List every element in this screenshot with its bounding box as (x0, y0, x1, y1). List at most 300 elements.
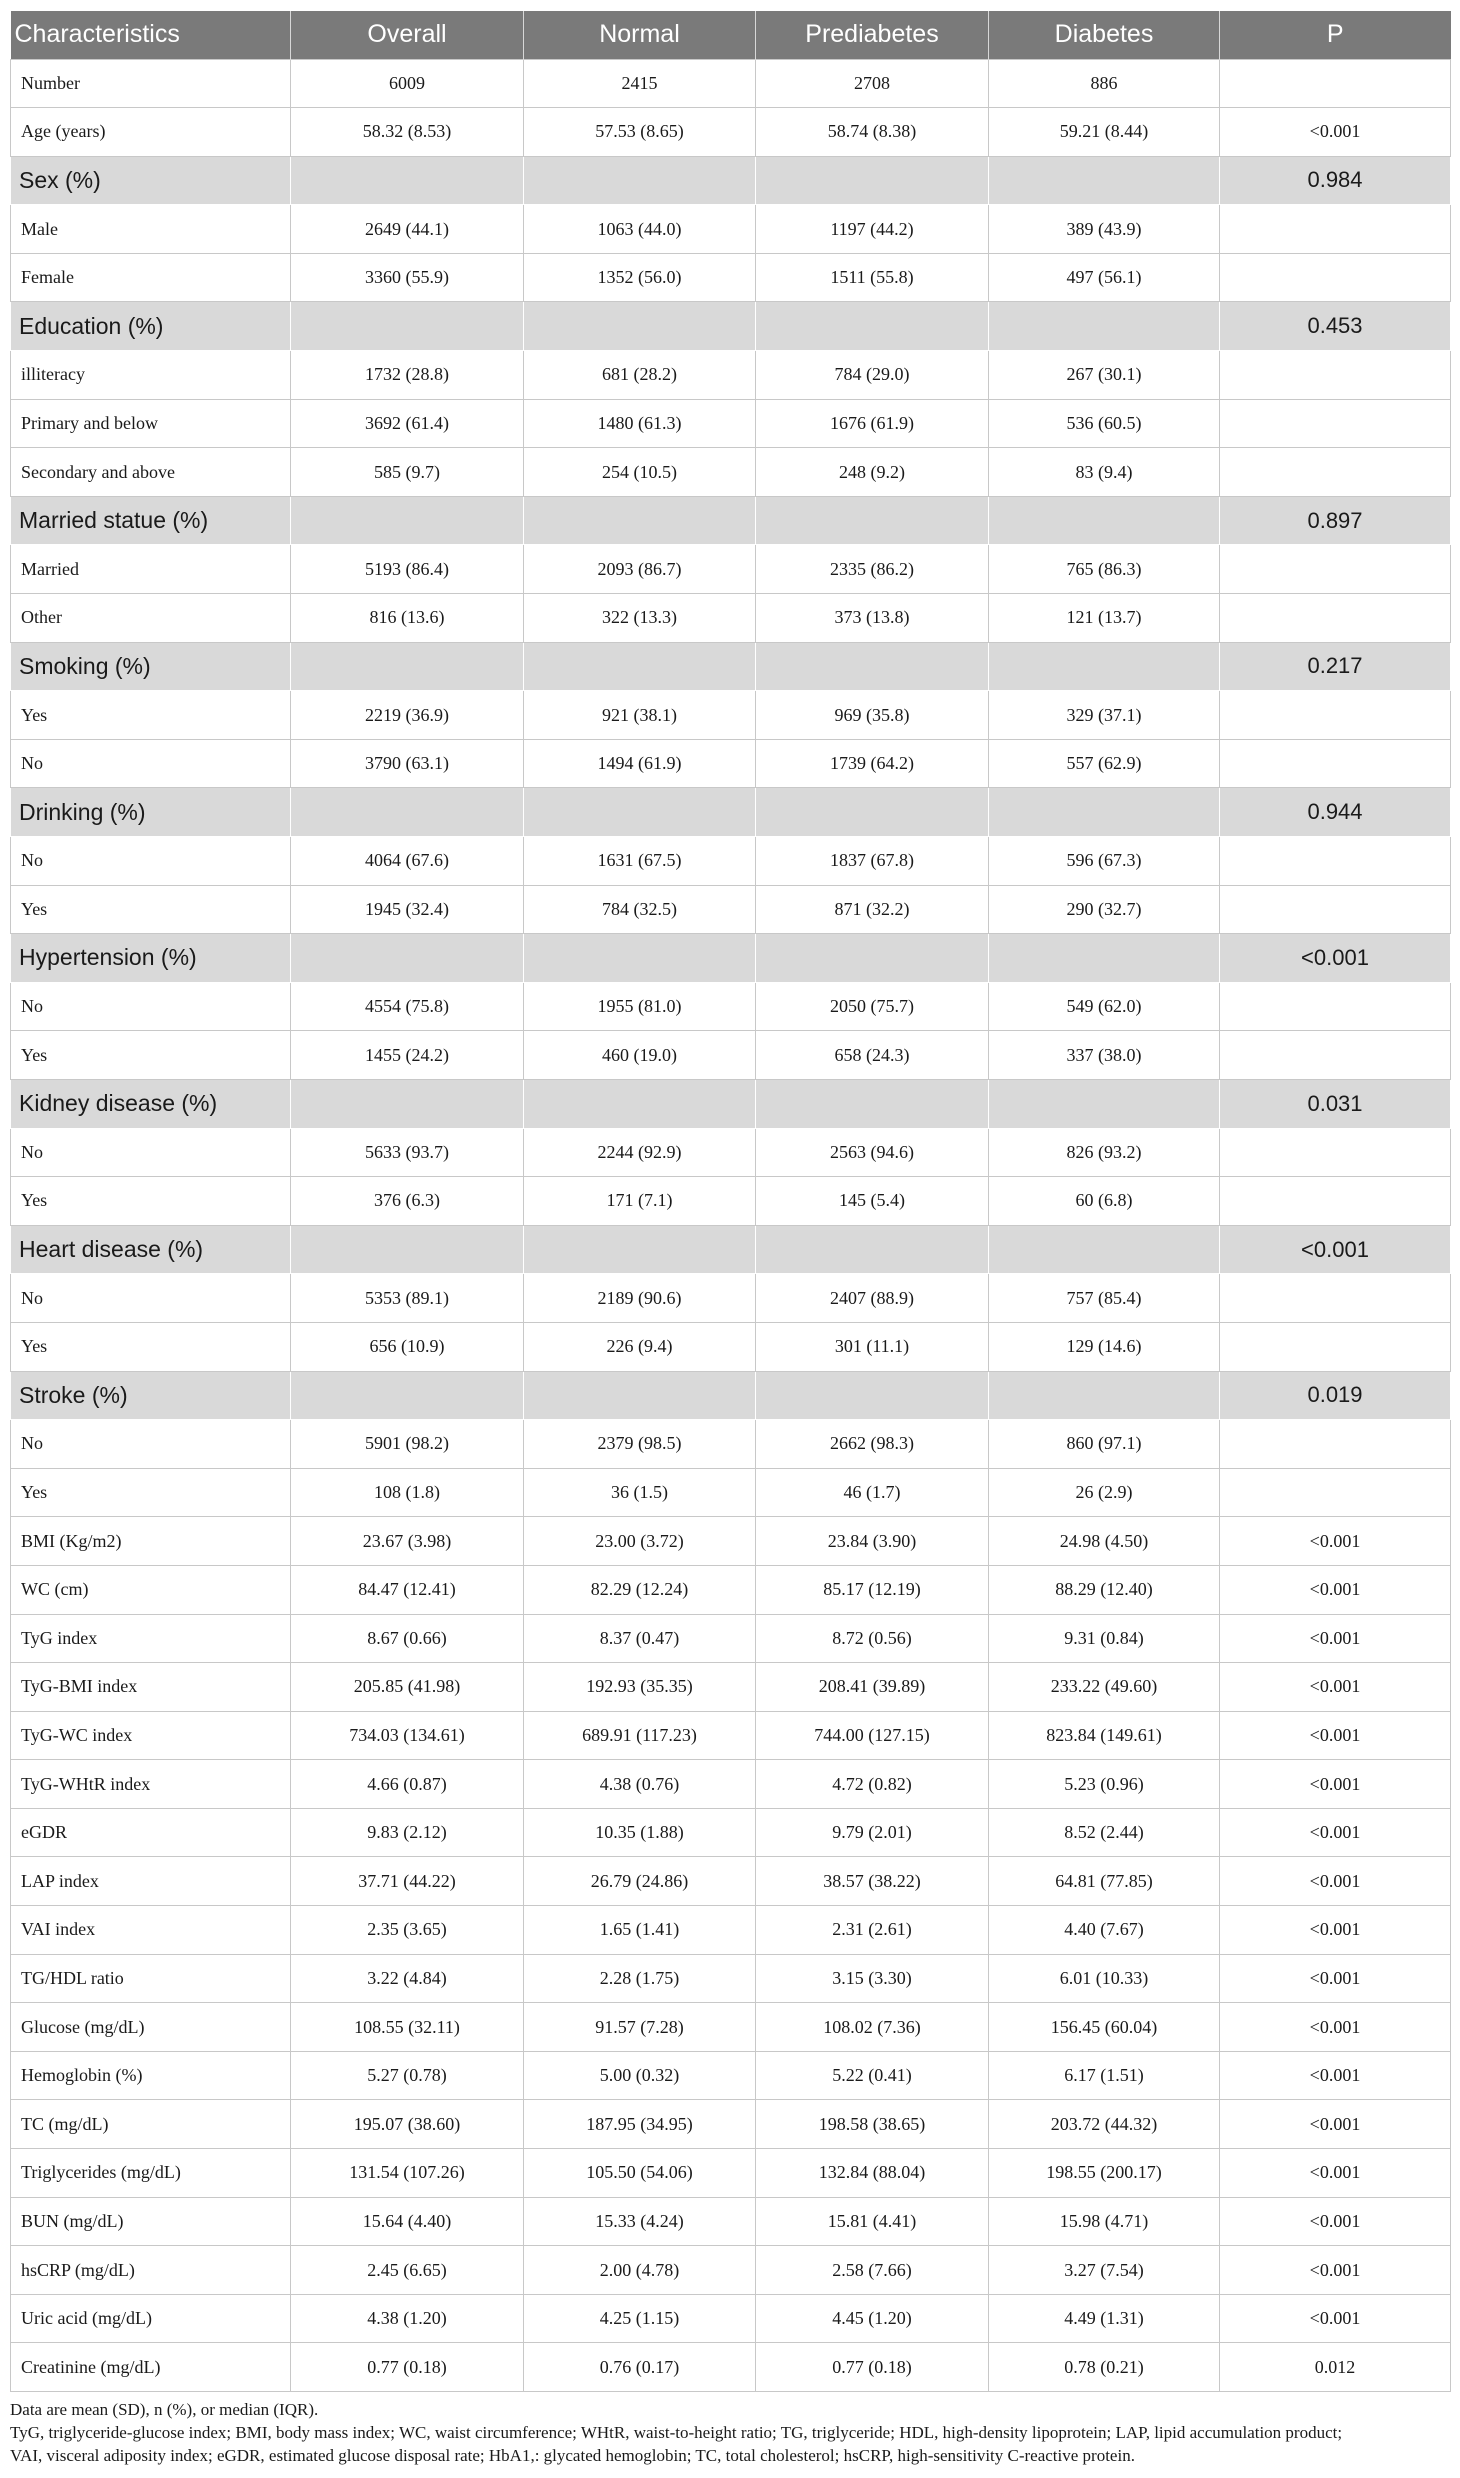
table-row (11, 1711, 1451, 1760)
table-cell: 826 (93.2) (989, 1128, 1220, 1177)
table-cell: 4.25 (1.15) (524, 2294, 756, 2343)
row-label: No (11, 1274, 291, 1323)
table-cell: 2.35 (3.65) (291, 1906, 524, 1955)
table-row (11, 691, 1451, 740)
group-header-row (11, 1225, 1451, 1274)
table-row (11, 594, 1451, 643)
row-label: Number (11, 59, 291, 108)
p-value-cell: <0.001 (1220, 2149, 1451, 2198)
table-cell: 744.00 (127.15) (756, 1711, 989, 1760)
table-cell: 198.55 (200.17) (989, 2149, 1220, 2198)
row-label: Yes (11, 1322, 291, 1371)
row-label: Married (11, 545, 291, 594)
table-header (11, 11, 1451, 59)
row-label: eGDR (11, 1808, 291, 1857)
table-cell: 8.67 (0.66) (291, 1614, 524, 1663)
row-label: No (11, 837, 291, 886)
table-cell: 596 (67.3) (989, 837, 1220, 886)
table-row (11, 885, 1451, 934)
table-cell: 656 (10.9) (291, 1322, 524, 1371)
column-header: Diabetes (989, 11, 1220, 59)
p-value-cell: 0.984 (1220, 156, 1451, 205)
p-value-cell (1220, 1031, 1451, 1080)
group-header-row (11, 156, 1451, 205)
table-cell: 5.00 (0.32) (524, 2051, 756, 2100)
table-cell: 757 (85.4) (989, 1274, 1220, 1323)
table-cell: 15.33 (4.24) (524, 2197, 756, 2246)
column-header: Normal (524, 11, 756, 59)
row-label: Glucose (mg/dL) (11, 2003, 291, 2052)
row-label: Yes (11, 1468, 291, 1517)
row-label: Primary and below (11, 399, 291, 448)
table-cell: 64.81 (77.85) (989, 1857, 1220, 1906)
table-cell: 3692 (61.4) (291, 399, 524, 448)
table-cell: 248 (9.2) (756, 448, 989, 497)
p-value-cell (1220, 351, 1451, 400)
table-cell (291, 788, 524, 837)
table-cell: 4.72 (0.82) (756, 1760, 989, 1809)
table-cell: 6.17 (1.51) (989, 2051, 1220, 2100)
table-row (11, 2197, 1451, 2246)
table-cell: 4.66 (0.87) (291, 1760, 524, 1809)
table-cell: 3360 (55.9) (291, 253, 524, 302)
table-cell: 871 (32.2) (756, 885, 989, 934)
table-cell: 36 (1.5) (524, 1468, 756, 1517)
table-cell (989, 302, 1220, 351)
table-cell: 1631 (67.5) (524, 837, 756, 886)
table-cell (989, 934, 1220, 983)
table-cell: 91.57 (7.28) (524, 2003, 756, 2052)
table-cell (524, 156, 756, 205)
p-value-cell: 0.012 (1220, 2343, 1451, 2392)
row-label: No (11, 739, 291, 788)
row-label: illiteracy (11, 351, 291, 400)
table-row (11, 837, 1451, 886)
table-row (11, 1420, 1451, 1469)
table-cell (291, 496, 524, 545)
table-row (11, 545, 1451, 594)
table-row (11, 2051, 1451, 2100)
p-value-cell (1220, 545, 1451, 594)
table-cell: 389 (43.9) (989, 205, 1220, 254)
table-cell: 203.72 (44.32) (989, 2100, 1220, 2149)
row-label: Age (years) (11, 108, 291, 157)
column-header: P (1220, 11, 1451, 59)
table-row (11, 2343, 1451, 2392)
group-header-row (11, 934, 1451, 983)
table-row (11, 1760, 1451, 1809)
table-row (11, 108, 1451, 157)
p-value-cell: <0.001 (1220, 2246, 1451, 2295)
row-label: Secondary and above (11, 448, 291, 497)
table-cell: 2415 (524, 59, 756, 108)
table-cell: 58.32 (8.53) (291, 108, 524, 157)
table-cell (291, 1371, 524, 1420)
table-cell (291, 642, 524, 691)
table-row (11, 253, 1451, 302)
p-value-cell (1220, 1128, 1451, 1177)
table-cell: 1.65 (1.41) (524, 1906, 756, 1955)
table-body (11, 59, 1451, 2392)
table-cell: 46 (1.7) (756, 1468, 989, 1517)
table-row (11, 2294, 1451, 2343)
table-cell: 1676 (61.9) (756, 399, 989, 448)
p-value-cell: <0.001 (1220, 2100, 1451, 2149)
row-label: Yes (11, 885, 291, 934)
table-cell: 105.50 (54.06) (524, 2149, 756, 2198)
table-cell: 2.45 (6.65) (291, 2246, 524, 2295)
table-cell: 816 (13.6) (291, 594, 524, 643)
row-label: No (11, 982, 291, 1031)
table-cell: 5.27 (0.78) (291, 2051, 524, 2100)
table-cell: 2189 (90.6) (524, 1274, 756, 1323)
group-header-row (11, 788, 1451, 837)
table-cell (989, 788, 1220, 837)
table-cell: 15.81 (4.41) (756, 2197, 989, 2246)
table-cell: 84.47 (12.41) (291, 1565, 524, 1614)
table-cell (989, 496, 1220, 545)
row-label: Kidney disease (%) (11, 1079, 291, 1128)
row-label: TC (mg/dL) (11, 2100, 291, 2149)
table-cell: 823.84 (149.61) (989, 1711, 1220, 1760)
p-value-cell: 0.453 (1220, 302, 1451, 351)
p-value-cell: <0.001 (1220, 1565, 1451, 1614)
row-label: Triglycerides (mg/dL) (11, 2149, 291, 2198)
table-row (11, 59, 1451, 108)
footnote-line: Data are mean (SD), n (%), or median (IQR). (10, 2400, 319, 2419)
table-cell: 860 (97.1) (989, 1420, 1220, 1469)
table-cell: 15.64 (4.40) (291, 2197, 524, 2246)
p-value-cell: <0.001 (1220, 1663, 1451, 1712)
table-cell (756, 302, 989, 351)
table-cell: 129 (14.6) (989, 1322, 1220, 1371)
p-value-cell (1220, 1468, 1451, 1517)
table-cell: 1955 (81.0) (524, 982, 756, 1031)
row-label: VAI index (11, 1906, 291, 1955)
p-value-cell: <0.001 (1220, 1225, 1451, 1274)
table-cell: 198.58 (38.65) (756, 2100, 989, 2149)
table-cell: 58.74 (8.38) (756, 108, 989, 157)
table-cell: 536 (60.5) (989, 399, 1220, 448)
p-value-cell (1220, 1177, 1451, 1226)
table-cell (524, 302, 756, 351)
table-cell (291, 934, 524, 983)
table-row (11, 739, 1451, 788)
table-cell: 6.01 (10.33) (989, 1954, 1220, 2003)
table-cell (291, 1079, 524, 1128)
table-cell (756, 1225, 989, 1274)
p-value-cell: <0.001 (1220, 1808, 1451, 1857)
group-header-row (11, 496, 1451, 545)
row-label: Uric acid (mg/dL) (11, 2294, 291, 2343)
table-cell (989, 156, 1220, 205)
table-cell: 4.40 (7.67) (989, 1906, 1220, 1955)
table-cell: 4.49 (1.31) (989, 2294, 1220, 2343)
row-label: TyG-WC index (11, 1711, 291, 1760)
table-cell (756, 496, 989, 545)
table-cell: 0.77 (0.18) (291, 2343, 524, 2392)
table-cell: 2335 (86.2) (756, 545, 989, 594)
table-cell: 0.78 (0.21) (989, 2343, 1220, 2392)
table-row (11, 1565, 1451, 1614)
table-cell: 784 (32.5) (524, 885, 756, 934)
table-cell: 4.38 (1.20) (291, 2294, 524, 2343)
p-value-cell (1220, 1274, 1451, 1323)
p-value-cell (1220, 691, 1451, 740)
table-cell (524, 1079, 756, 1128)
table-row (11, 2003, 1451, 2052)
p-value-cell (1220, 205, 1451, 254)
row-label: Smoking (%) (11, 642, 291, 691)
table-cell: 1197 (44.2) (756, 205, 989, 254)
table-cell (989, 642, 1220, 691)
table-cell: 784 (29.0) (756, 351, 989, 400)
table-cell: 108 (1.8) (291, 1468, 524, 1517)
table-cell: 921 (38.1) (524, 691, 756, 740)
table-cell: 2407 (88.9) (756, 1274, 989, 1323)
p-value-cell (1220, 1420, 1451, 1469)
p-value-cell (1220, 59, 1451, 108)
table-cell (291, 1225, 524, 1274)
table-cell: 121 (13.7) (989, 594, 1220, 643)
table-cell: 549 (62.0) (989, 982, 1220, 1031)
table-cell: 460 (19.0) (524, 1031, 756, 1080)
p-value-cell: <0.001 (1220, 1954, 1451, 2003)
p-value-cell: <0.001 (1220, 1614, 1451, 1663)
table-row (11, 982, 1451, 1031)
table-cell (524, 642, 756, 691)
row-label: Other (11, 594, 291, 643)
table-row (11, 1857, 1451, 1906)
table-cell (291, 302, 524, 351)
p-value-cell (1220, 837, 1451, 886)
table-row (11, 351, 1451, 400)
table-cell: 205.85 (41.98) (291, 1663, 524, 1712)
row-label: Education (%) (11, 302, 291, 351)
table-cell: 5.23 (0.96) (989, 1760, 1220, 1809)
table-cell: 23.67 (3.98) (291, 1517, 524, 1566)
table-cell: 171 (7.1) (524, 1177, 756, 1226)
row-label: Hypertension (%) (11, 934, 291, 983)
p-value-cell: 0.944 (1220, 788, 1451, 837)
p-value-cell: 0.031 (1220, 1079, 1451, 1128)
table-cell (291, 156, 524, 205)
p-value-cell (1220, 448, 1451, 497)
table-cell (989, 1225, 1220, 1274)
table-cell: 9.83 (2.12) (291, 1808, 524, 1857)
table-cell: 2.58 (7.66) (756, 2246, 989, 2295)
table-cell: 254 (10.5) (524, 448, 756, 497)
row-label: Creatinine (mg/dL) (11, 2343, 291, 2392)
table-cell: 2244 (92.9) (524, 1128, 756, 1177)
table-cell: 557 (62.9) (989, 739, 1220, 788)
table-cell: 765 (86.3) (989, 545, 1220, 594)
p-value-cell: <0.001 (1220, 1857, 1451, 1906)
p-value-cell: 0.217 (1220, 642, 1451, 691)
row-label: TyG index (11, 1614, 291, 1663)
column-header: Overall (291, 11, 524, 59)
table-cell: 23.84 (3.90) (756, 1517, 989, 1566)
table-cell: 4.45 (1.20) (756, 2294, 989, 2343)
table-row (11, 1954, 1451, 2003)
row-label: Heart disease (%) (11, 1225, 291, 1274)
row-label: No (11, 1128, 291, 1177)
table-cell: 145 (5.4) (756, 1177, 989, 1226)
p-value-cell: <0.001 (1220, 2197, 1451, 2246)
table-cell: 329 (37.1) (989, 691, 1220, 740)
table-cell: 1837 (67.8) (756, 837, 989, 886)
characteristics-table (10, 11, 1451, 2392)
table-cell: 1739 (64.2) (756, 739, 989, 788)
table-cell: 1480 (61.3) (524, 399, 756, 448)
table-cell: 1455 (24.2) (291, 1031, 524, 1080)
table-cell: 108.02 (7.36) (756, 2003, 989, 2052)
table-cell: 82.29 (12.24) (524, 1565, 756, 1614)
table-cell: 373 (13.8) (756, 594, 989, 643)
p-value-cell (1220, 253, 1451, 302)
p-value-cell (1220, 885, 1451, 934)
table-cell (524, 1225, 756, 1274)
p-value-cell: 0.019 (1220, 1371, 1451, 1420)
table-cell: 88.29 (12.40) (989, 1565, 1220, 1614)
table-cell: 5353 (89.1) (291, 1274, 524, 1323)
table-cell: 131.54 (107.26) (291, 2149, 524, 2198)
table-cell: 60 (6.8) (989, 1177, 1220, 1226)
table-cell: 59.21 (8.44) (989, 108, 1220, 157)
column-header: Prediabetes (756, 11, 989, 59)
table-row (11, 2100, 1451, 2149)
table-cell: 2563 (94.6) (756, 1128, 989, 1177)
table-cell: 8.37 (0.47) (524, 1614, 756, 1663)
table-cell: 156.45 (60.04) (989, 2003, 1220, 2052)
table-cell: 689.91 (117.23) (524, 1711, 756, 1760)
table-row (11, 1663, 1451, 1712)
row-label: Married statue (%) (11, 496, 291, 545)
footnote-line: TyG, triglyceride-glucose index; BMI, body mass index; WC, waist circumference; WHtR, waist-to-height ratio; TG, triglyceride; HDL, high-density lipoprotein; LAP, lipid accumulation product; (10, 2423, 1343, 2442)
table-cell: 4554 (75.8) (291, 982, 524, 1031)
table-row (11, 1322, 1451, 1371)
row-label: Female (11, 253, 291, 302)
table-cell (989, 1079, 1220, 1128)
table-cell: 376 (6.3) (291, 1177, 524, 1226)
row-label: No (11, 1420, 291, 1469)
table-cell (989, 1371, 1220, 1420)
table-row (11, 2246, 1451, 2295)
table-cell: 132.84 (88.04) (756, 2149, 989, 2198)
table-cell: 322 (13.3) (524, 594, 756, 643)
table-cell (524, 934, 756, 983)
table-cell (756, 156, 989, 205)
table-cell: 85.17 (12.19) (756, 1565, 989, 1614)
characteristics-table-container (10, 11, 1450, 2392)
header-row (11, 11, 1451, 59)
table-cell: 497 (56.1) (989, 253, 1220, 302)
p-value-cell (1220, 982, 1451, 1031)
table-cell (524, 788, 756, 837)
table-cell: 233.22 (49.60) (989, 1663, 1220, 1712)
row-label: Sex (%) (11, 156, 291, 205)
row-label: hsCRP (mg/dL) (11, 2246, 291, 2295)
p-value-cell: <0.001 (1220, 1711, 1451, 1760)
table-cell: 290 (32.7) (989, 885, 1220, 934)
table-cell: 37.71 (44.22) (291, 1857, 524, 1906)
group-header-row (11, 642, 1451, 691)
table-cell: 337 (38.0) (989, 1031, 1220, 1080)
table-cell: 5.22 (0.41) (756, 2051, 989, 2100)
footnote-line: VAI, visceral adiposity index; eGDR, estimated glucose disposal rate; HbA1,: glycated hemoglobin; TC, total cholesterol; hsCRP, high-sensitivity C-reactive protein. (10, 2446, 1135, 2465)
row-label: Hemoglobin (%) (11, 2051, 291, 2100)
table-cell: 5193 (86.4) (291, 545, 524, 594)
table-cell: 4064 (67.6) (291, 837, 524, 886)
row-label: TyG-WHtR index (11, 1760, 291, 1809)
table-cell: 1494 (61.9) (524, 739, 756, 788)
table-cell: 2708 (756, 59, 989, 108)
table-cell: 6009 (291, 59, 524, 108)
table-cell: 2649 (44.1) (291, 205, 524, 254)
table-cell: 2219 (36.9) (291, 691, 524, 740)
p-value-cell (1220, 399, 1451, 448)
table-cell: 301 (11.1) (756, 1322, 989, 1371)
table-cell: 886 (989, 59, 1220, 108)
table-row (11, 1128, 1451, 1177)
row-label: Stroke (%) (11, 1371, 291, 1420)
table-cell: 26.79 (24.86) (524, 1857, 756, 1906)
row-label: BMI (Kg/m2) (11, 1517, 291, 1566)
table-cell: 208.41 (39.89) (756, 1663, 989, 1712)
table-cell: 23.00 (3.72) (524, 1517, 756, 1566)
table-cell (756, 788, 989, 837)
row-label: TG/HDL ratio (11, 1954, 291, 2003)
column-header: Characteristics (14, 20, 180, 49)
table-cell: 2379 (98.5) (524, 1420, 756, 1469)
table-footnotes (10, 2398, 1455, 2467)
table-cell (756, 1371, 989, 1420)
group-header-row (11, 1079, 1451, 1128)
table-cell: 0.77 (0.18) (756, 2343, 989, 2392)
row-label: Yes (11, 1031, 291, 1080)
row-label: Male (11, 205, 291, 254)
row-label: TyG-BMI index (11, 1663, 291, 1712)
table-cell: 2093 (86.7) (524, 545, 756, 594)
table-cell (756, 642, 989, 691)
table-cell: 2050 (75.7) (756, 982, 989, 1031)
table-cell: 226 (9.4) (524, 1322, 756, 1371)
table-cell: 38.57 (38.22) (756, 1857, 989, 1906)
group-header-row (11, 302, 1451, 351)
table-cell: 1732 (28.8) (291, 351, 524, 400)
table-cell: 9.31 (0.84) (989, 1614, 1220, 1663)
table-cell: 1945 (32.4) (291, 885, 524, 934)
table-cell: 108.55 (32.11) (291, 2003, 524, 2052)
p-value-cell (1220, 594, 1451, 643)
table-row (11, 1614, 1451, 1663)
table-cell: 3.15 (3.30) (756, 1954, 989, 2003)
table-cell: 192.93 (35.35) (524, 1663, 756, 1712)
table-row (11, 1906, 1451, 1955)
group-header-row (11, 1371, 1451, 1420)
row-label: Drinking (%) (11, 788, 291, 837)
table-row (11, 1808, 1451, 1857)
table-row (11, 1517, 1451, 1566)
p-value-cell: <0.001 (1220, 1906, 1451, 1955)
table-cell: 734.03 (134.61) (291, 1711, 524, 1760)
p-value-cell (1220, 1322, 1451, 1371)
table-cell: 969 (35.8) (756, 691, 989, 740)
table-cell: 2662 (98.3) (756, 1420, 989, 1469)
p-value-cell: <0.001 (1220, 2051, 1451, 2100)
table-cell: 5633 (93.7) (291, 1128, 524, 1177)
table-cell: 15.98 (4.71) (989, 2197, 1220, 2246)
